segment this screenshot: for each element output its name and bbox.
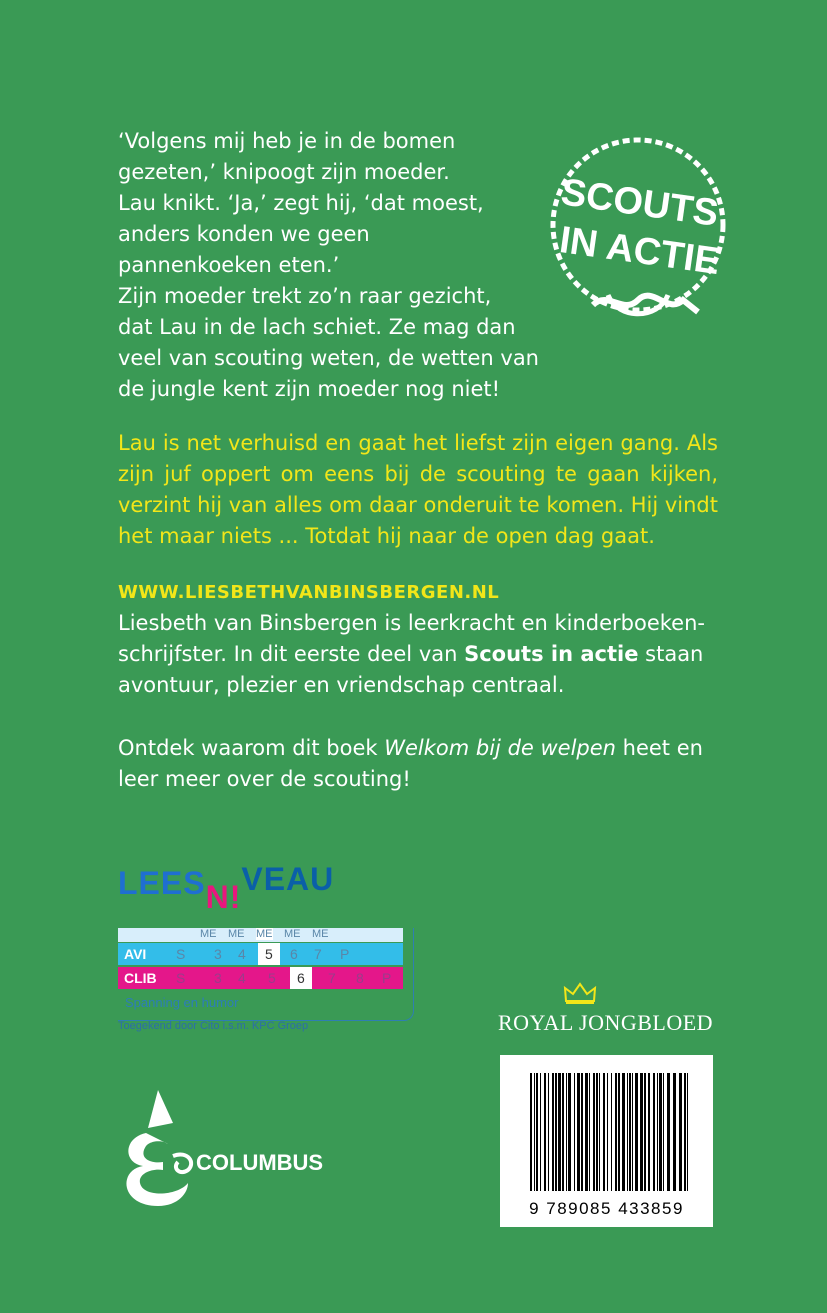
- avi-level: 7: [314, 946, 322, 962]
- excerpt-line: Lau knikt. ‘Ja,’ zegt hij, ‘dat moest,: [118, 191, 484, 215]
- barcode-bar: [607, 1073, 608, 1191]
- avi-level: 6: [290, 946, 298, 962]
- barcode-bar: [629, 1073, 631, 1191]
- call-to-action: [118, 733, 718, 795]
- barcode-bar: [566, 1073, 567, 1191]
- excerpt-line: pannenkoeken eten.’: [118, 253, 340, 277]
- avi-level: 4: [238, 946, 246, 962]
- series-badge: [538, 130, 738, 340]
- imprint-name: COLUMBUS: [196, 1150, 324, 1175]
- me-label: ME: [284, 928, 301, 940]
- leesniveau-logo: [118, 861, 335, 915]
- barcode-bar: [644, 1073, 646, 1191]
- me-label: ME: [228, 928, 245, 940]
- awarded-by: Toegekend door Cito i.s.m. KPC Groep: [118, 1020, 309, 1032]
- me-label: ME: [256, 928, 273, 940]
- barcode-bar: [589, 1073, 590, 1191]
- summary: Lau is net verhuisd en gaat het liefst zijn eigen gang. Als zijn juf oppert om eens bij de scouting te gaan kijken, verzint hij van alles om daar onderuit te komen. Hij vindt het maar niets ... Totdat hij naar de open dag gaat.: [118, 431, 718, 548]
- me-label: ME: [200, 928, 217, 940]
- excerpt-line: anders konden we geen: [118, 222, 370, 246]
- barcode-bar: [581, 1073, 583, 1191]
- leesniveau-logo-part1: LEES: [118, 865, 206, 901]
- barcode-bar: [635, 1073, 638, 1191]
- barcode-bar: [562, 1073, 564, 1191]
- barcode-bar: [684, 1073, 686, 1191]
- excerpt-line: de jungle kent zijn moeder nog niet!: [118, 377, 501, 401]
- barcode-bar: [615, 1073, 617, 1191]
- me-row: [118, 928, 403, 942]
- excerpt: [118, 126, 578, 405]
- barcode-bar: [663, 1073, 664, 1191]
- barcode-bar: [648, 1073, 650, 1191]
- clib-row: [118, 967, 403, 989]
- bio-text: Liesbeth van Binsbergen is leerkracht en kinderboeken-schrijfster. In dit eerste deel van: [118, 611, 705, 666]
- author-website[interactable]: WWW.LIESBETHVANBINSBERGEN.NL: [118, 582, 500, 603]
- clib-level: 8: [356, 970, 364, 986]
- barcode-bar: [653, 1073, 655, 1191]
- barcode-bar: [599, 1073, 600, 1191]
- barcode-bar: [611, 1073, 612, 1191]
- avi-label: AVI: [124, 946, 147, 962]
- barcode-bar: [585, 1073, 588, 1191]
- barcode-bar: [544, 1073, 546, 1191]
- genre-label: Spanning en humor: [125, 995, 239, 1010]
- barcode-bar: [577, 1073, 580, 1191]
- columbus-logo-icon: [118, 1088, 198, 1208]
- barcode-bar: [687, 1073, 688, 1191]
- avi-level: S: [176, 946, 186, 962]
- barcode-bar: [679, 1073, 682, 1191]
- avi-level-selected: 5: [265, 946, 273, 962]
- barcode-bar: [618, 1073, 620, 1191]
- clib-label: CLIB: [124, 970, 157, 986]
- isbn-barcode: [500, 1055, 713, 1227]
- barcode-bar: [534, 1073, 535, 1191]
- clib-level: 7: [328, 970, 336, 986]
- me-label: ME: [312, 928, 329, 940]
- barcode-bar: [593, 1073, 595, 1191]
- cta-text-end: heet en leer meer over de scouting!: [118, 736, 703, 791]
- leesniveau-logo-part3: VEAU: [241, 861, 335, 897]
- excerpt-line: dat Lau in de lach schiet. Ze mag dan: [118, 315, 516, 339]
- excerpt-line: ‘Volgens mij heb je in de bomen: [118, 129, 456, 153]
- barcode-bar: [555, 1073, 557, 1191]
- barcode-bar: [552, 1073, 554, 1191]
- barcode-bars: [500, 1055, 713, 1195]
- bio-text-end: staan avontuur, plezier en vriendschap centraal.: [118, 642, 704, 697]
- isbn-number: 9 789085 433859: [529, 1199, 684, 1218]
- barcode-bar: [659, 1073, 662, 1191]
- avi-level: P: [340, 946, 350, 962]
- clib-level: 5: [268, 970, 276, 986]
- rope-circle-icon: [538, 130, 738, 340]
- barcode-bar: [673, 1073, 676, 1191]
- clib-level: 4: [238, 970, 246, 986]
- barcode-bar: [603, 1073, 605, 1191]
- excerpt-line: Zijn moeder trekt zo’n raar gezicht,: [118, 284, 492, 308]
- barcode-bar: [568, 1073, 571, 1191]
- barcode-bar: [574, 1073, 575, 1191]
- barcode-bar: [622, 1073, 625, 1191]
- series-name: Scouts in actie: [464, 642, 639, 666]
- clib-level: P: [382, 970, 392, 986]
- book-title: Welkom bij de welpen: [384, 736, 616, 760]
- avi-row: [118, 943, 403, 965]
- clib-level-selected: 6: [297, 970, 305, 986]
- excerpt-line: veel van scouting weten, de wetten van: [118, 346, 539, 370]
- badge-line1: SCOUTS: [558, 171, 722, 235]
- barcode-bar: [530, 1073, 532, 1191]
- barcode-bar: [627, 1073, 628, 1191]
- barcode-bar: [558, 1073, 561, 1191]
- clib-level: S: [176, 970, 186, 986]
- barcode-bar: [596, 1073, 598, 1191]
- badge-line2: IN ACTIE: [556, 219, 723, 284]
- barcode-bar: [657, 1073, 658, 1191]
- barcode-bar: [540, 1073, 541, 1191]
- clib-level: 3: [214, 970, 222, 986]
- barcode-bar: [632, 1073, 633, 1191]
- barcode-bar: [536, 1073, 538, 1191]
- leesniveau-logo-part2: N!: [205, 879, 242, 915]
- excerpt-line: gezeten,’ knipoogt zijn moeder.: [118, 160, 450, 184]
- barcode-bar: [667, 1073, 670, 1191]
- author-bio: [118, 608, 718, 701]
- barcode-bar: [548, 1073, 549, 1191]
- cta-text: Ontdek waarom dit boek: [118, 736, 385, 760]
- barcode-bar: [640, 1073, 643, 1191]
- publisher-name: ROYAL JONGBLOED: [498, 1010, 714, 1035]
- crown-icon: [563, 981, 597, 1005]
- avi-level: 3: [214, 946, 222, 962]
